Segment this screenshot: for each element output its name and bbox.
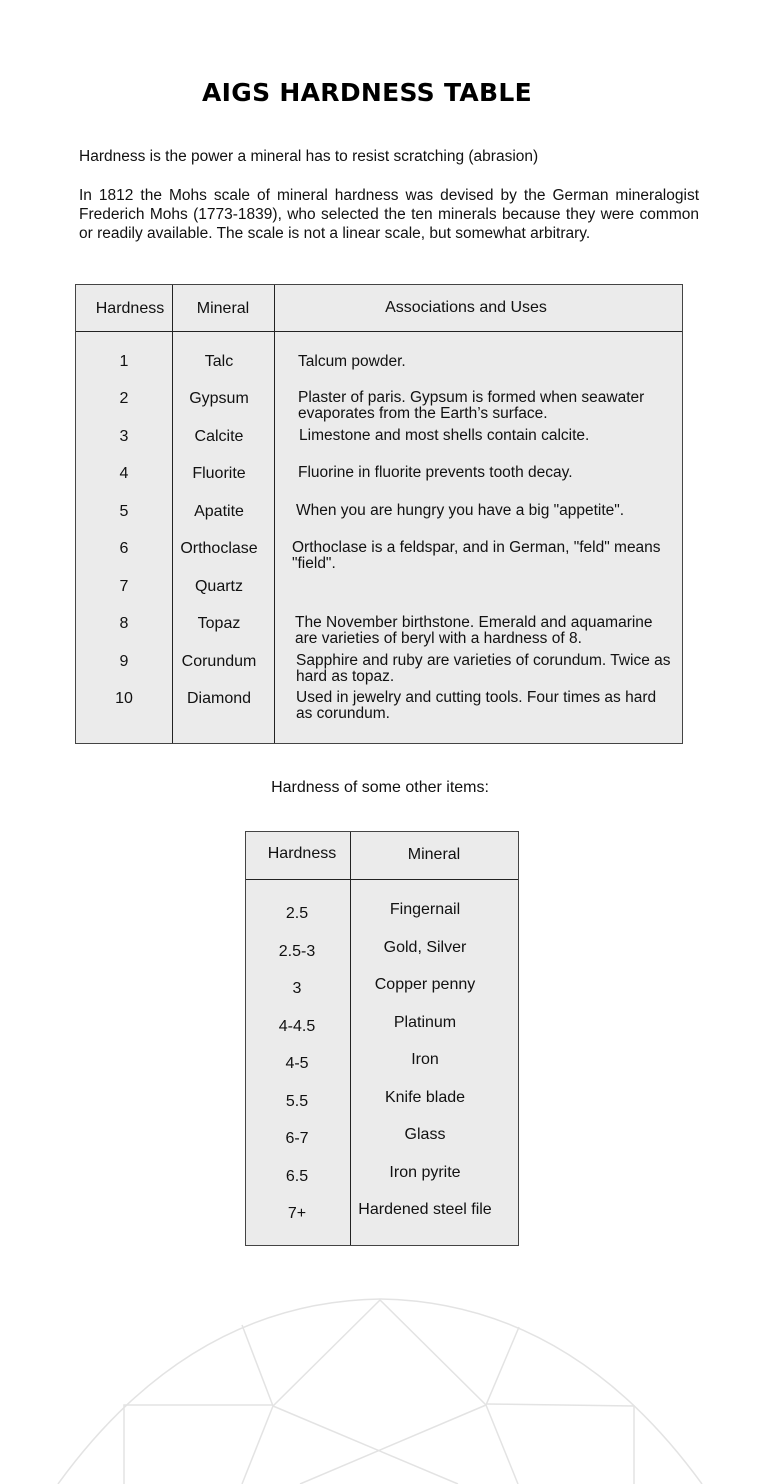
hardness-value: 2: [119, 390, 129, 407]
hardness-value: 6-7: [285, 1130, 309, 1147]
hardness-value: 2.5-3: [278, 942, 316, 960]
associations-text: Limestone and most shells contain calcite.: [299, 427, 590, 444]
mohs-history-paragraph: In 1812 the Mohs scale of mineral hardness was devised by the German mineralogist Frederich Mohs (1773-1839), who selected the ten minerals because they were common or readily available. The scale is not a linear scale, but somewhat arbitrary.: [79, 187, 699, 242]
gem-facet: [486, 1404, 634, 1484]
hardness-value: 2.5: [285, 905, 309, 922]
mineral-name: Orthoclase: [180, 540, 258, 557]
gem-outline-arc: [58, 1299, 702, 1484]
hardness-value: 10: [115, 690, 133, 707]
item-name: Gold, Silver: [383, 938, 467, 956]
item-name: Knife blade: [384, 1088, 466, 1106]
gem-facet: [124, 1405, 273, 1484]
associations-text: Sapphire and ruby are varieties of corundum. Twice as hard as topaz.: [296, 652, 671, 685]
mineral-name: Calcite: [194, 428, 244, 445]
mineral-name: Talc: [204, 353, 234, 370]
item-name: Iron pyrite: [389, 1163, 461, 1181]
header-associations: Associations and Uses: [385, 299, 547, 316]
item-name: Glass: [404, 1126, 446, 1143]
header-hardness: Hardness: [267, 845, 337, 862]
hardness-value: 4: [119, 465, 129, 482]
gem-facet: [273, 1300, 486, 1406]
mineral-name: Apatite: [194, 503, 244, 520]
hardness-value: 4-5: [285, 1055, 309, 1072]
mineral-name: Fluorite: [192, 465, 246, 482]
hardness-value: 9: [119, 653, 129, 670]
item-name: Copper penny: [374, 976, 476, 993]
hardness-value: 7: [119, 578, 129, 595]
item-name: Hardened steel file: [358, 1201, 492, 1218]
hardness-value: 3: [292, 980, 302, 997]
item-name: Fingernail: [389, 901, 461, 918]
hardness-value: 5.5: [285, 1092, 309, 1110]
header-hardness: Hardness: [95, 300, 165, 317]
associations-text: Used in jewelry and cutting tools. Four times as hard as corundum.: [296, 689, 657, 722]
hardness-value: 4-4.5: [278, 1017, 316, 1035]
gem-facet: [242, 1406, 273, 1484]
gem-facet: [300, 1405, 486, 1484]
item-name: Iron: [411, 1051, 439, 1068]
mineral-name: Topaz: [197, 615, 241, 632]
header-mineral: Mineral: [407, 846, 461, 863]
associations-text: Fluorine in fluorite prevents tooth decay.: [298, 464, 573, 481]
mineral-name: Corundum: [181, 653, 257, 670]
hardness-value: 6.5: [285, 1167, 309, 1185]
mineral-name: Gypsum: [189, 390, 249, 407]
hardness-value: 3: [119, 428, 129, 445]
hardness-value: 7+: [287, 1205, 307, 1222]
hardness-value: 5: [119, 503, 129, 520]
mineral-name: Quartz: [194, 578, 243, 595]
associations-text: Plaster of paris. Gypsum is formed when seawater evaporates from the Earth’s surface.: [298, 389, 645, 422]
associations-text: Orthoclase is a feldspar, and in German, "feld" means "field".: [292, 539, 661, 572]
item-name: Platinum: [393, 1013, 457, 1031]
associations-text: When you are hungry you have a big "appetite".: [296, 502, 625, 519]
gem-facet: [486, 1405, 518, 1484]
hardness-definition: Hardness is the power a mineral has to resist scratching (abrasion): [79, 148, 539, 165]
gem-facet: [273, 1406, 458, 1484]
gem-facet: [242, 1325, 273, 1406]
other-items-heading: Hardness of some other items:: [271, 779, 489, 796]
hardness-value: 1: [119, 353, 129, 370]
gem-facet: [486, 1327, 519, 1405]
page-title: AIGS HARDNESS TABLE: [202, 78, 532, 107]
header-mineral: Mineral: [196, 300, 250, 317]
hardness-value: 6: [119, 540, 129, 557]
hardness-value: 8: [119, 615, 129, 632]
associations-text: The November birthstone. Emerald and aquamarine are varieties of beryl with a hardness of 8.: [295, 614, 653, 647]
mineral-name: Diamond: [186, 690, 252, 707]
associations-text: Talcum powder.: [298, 353, 406, 370]
